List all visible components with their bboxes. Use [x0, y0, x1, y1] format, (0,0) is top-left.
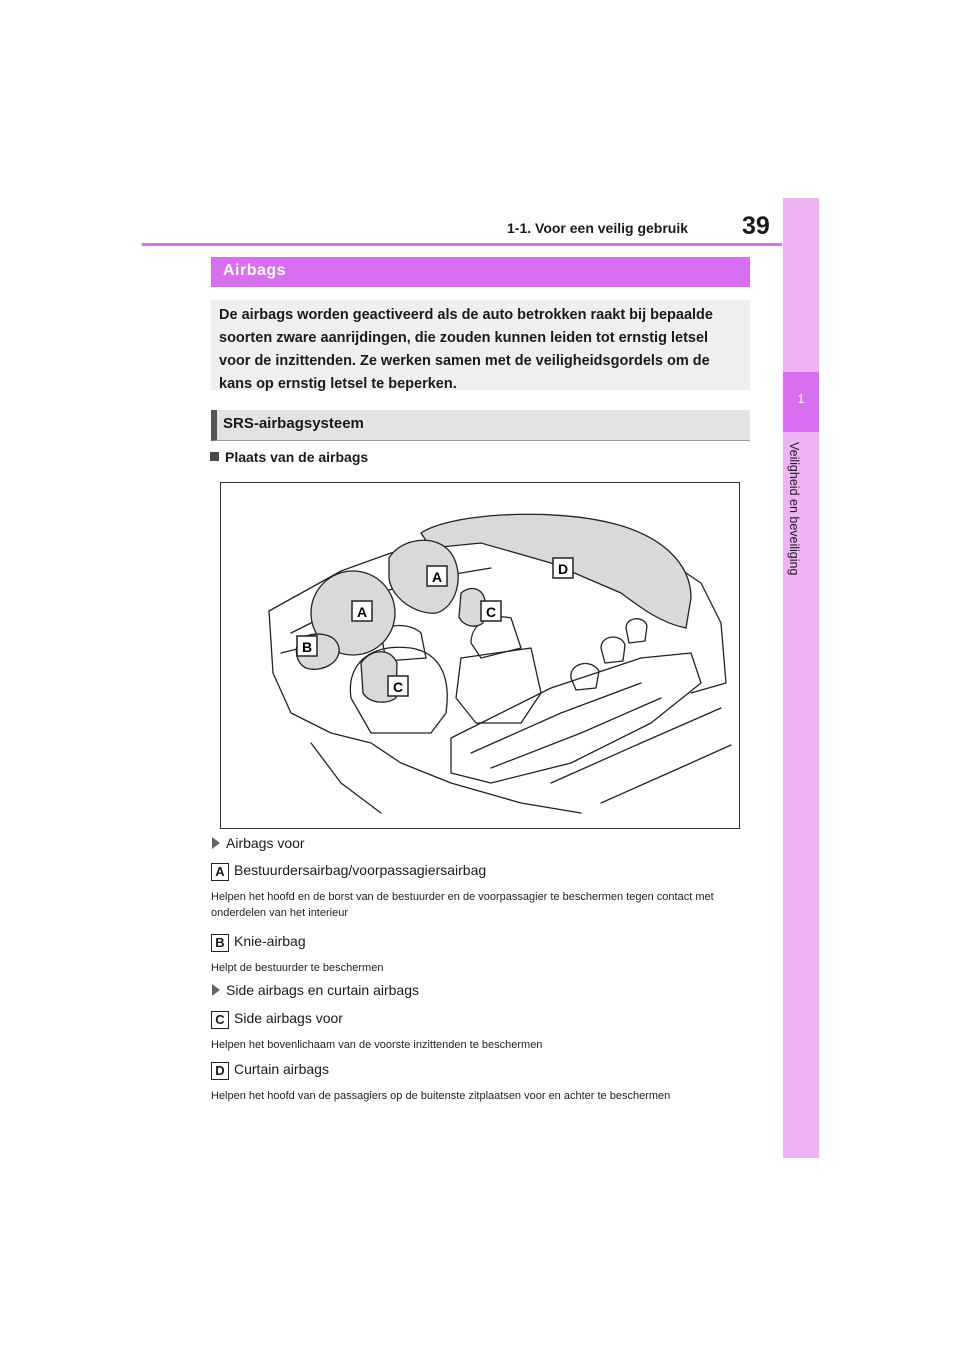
figure-label-text: A	[356, 604, 368, 620]
item-c-description: Helpen het bovenlichaam van de voorste inzittenden te beschermen	[211, 1039, 543, 1051]
header-divider	[142, 243, 782, 246]
item-title-text: Curtain airbags	[234, 1061, 329, 1077]
airbag-location-figure	[220, 482, 740, 829]
car-interior-illustration	[221, 483, 739, 828]
item-b-title	[211, 933, 306, 952]
page-number: 39	[742, 212, 770, 240]
subsection-banner	[211, 410, 750, 441]
item-title-text: Knie-airbag	[234, 933, 306, 949]
chapter-tab-label: Veiligheid en beveiliging	[787, 442, 801, 576]
group-heading-text: Side airbags en curtain airbags	[226, 982, 420, 998]
section-banner	[211, 257, 750, 287]
intro-box	[211, 300, 750, 390]
label-box-a: A	[211, 863, 229, 881]
rear-bench	[451, 653, 701, 783]
chapter-title: 1-1. Voor een veilig gebruik	[507, 220, 689, 236]
triangle-bullet-icon	[212, 984, 220, 996]
section-title: Airbags	[223, 262, 287, 279]
chapter-side-tab	[783, 198, 819, 1158]
triangle-bullet-icon	[212, 837, 220, 849]
item-d-title	[211, 1061, 329, 1080]
figure-label-a-passenger	[427, 566, 447, 586]
group-heading-front-airbags	[212, 835, 305, 851]
group-heading-text: Airbags voor	[226, 835, 305, 851]
figure-label-text: B	[301, 639, 313, 655]
passenger-airbag	[389, 540, 458, 613]
item-d-description: Helpen het hoofd van de passagiers op de buitenste zitplaatsen voor en achter te beschermen	[211, 1090, 671, 1102]
square-bullet-icon	[210, 452, 219, 461]
figure-label-text: A	[431, 569, 443, 585]
item-b-description: Helpt de bestuurder te beschermen	[211, 962, 384, 974]
figure-label-d	[553, 558, 573, 578]
bullet-heading	[210, 449, 368, 465]
item-c-title	[211, 1010, 343, 1029]
bullet-heading-text: Plaats van de airbags	[225, 449, 369, 465]
item-a-description: Helpen het hoofd en de borst van de bestuurder en de voorpassagier te beschermen tegen contact met onderdelen van het interieur	[211, 891, 714, 919]
figure-label-text: C	[392, 679, 404, 695]
figure-label-text: C	[485, 604, 497, 620]
subsection-title: SRS-airbagsysteem	[223, 415, 364, 432]
item-title-text: Bestuurdersairbag/voorpassagiersairbag	[234, 862, 487, 878]
chapter-tab-number: 1	[797, 392, 805, 406]
figure-label-a-driver	[352, 601, 372, 621]
label-box-d: D	[211, 1062, 229, 1080]
group-heading-side-curtain-airbags	[212, 982, 419, 998]
item-a-title	[211, 862, 486, 881]
item-title-text: Side airbags voor	[234, 1010, 343, 1026]
label-box-c: C	[211, 1011, 229, 1029]
figure-label-c-passenger	[481, 601, 501, 621]
label-box-b: B	[211, 934, 229, 952]
intro-text: De airbags worden geactiveerd als de auto betrokken raakt bij bepaalde soorten zware aanrijdingen, die zouden kunnen leiden tot ernstig letsel voor de inzittenden. Ze werken samen met de veiligheidsgordels om de kans op ernstig letsel te beperken.	[219, 307, 713, 392]
figure-label-c-driver	[388, 676, 408, 696]
figure-label-b	[297, 636, 317, 656]
figure-label-text: D	[557, 561, 569, 577]
